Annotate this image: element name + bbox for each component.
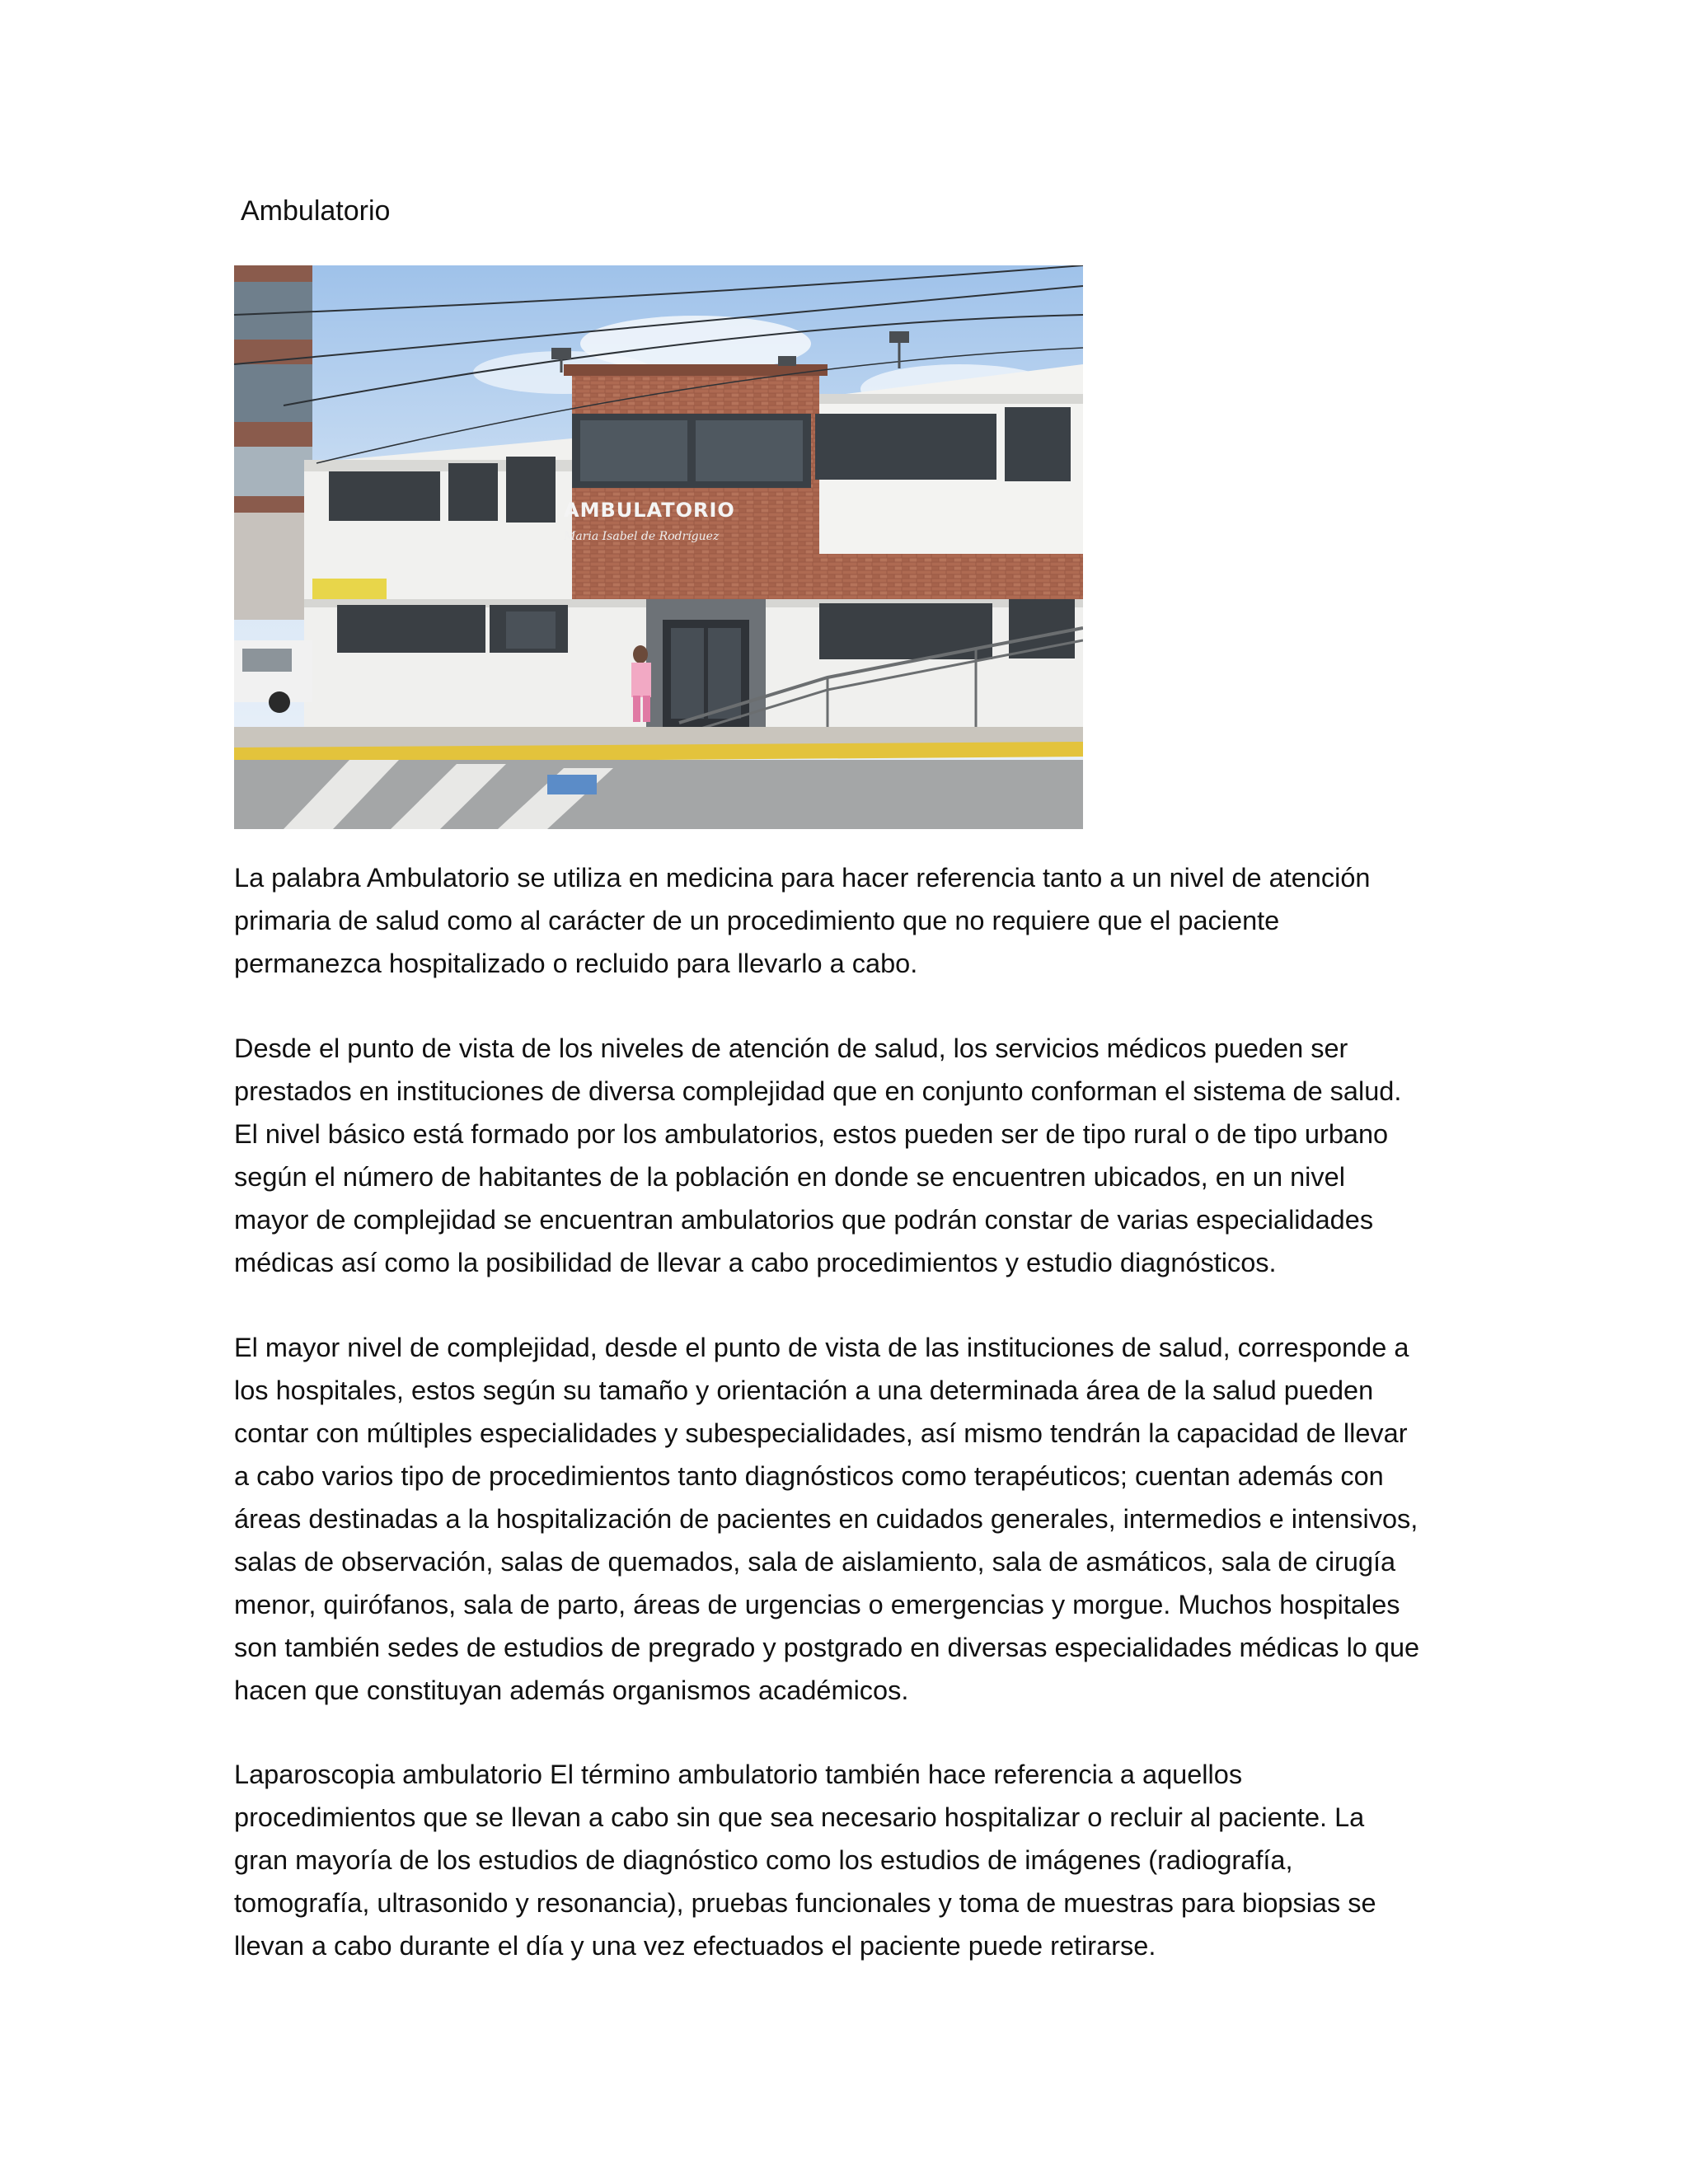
paragraph-line: menor, quirófanos, sala de parto, áreas de urgencias o emergencias y morgue. Muchos hospitales [234, 1590, 1400, 1619]
ambulatorio-building-photo [234, 265, 1083, 829]
paragraph-line: El nivel básico está formado por los ambulatorios, estos pueden ser de tipo rural o de tipo urbano [234, 1119, 1389, 1149]
paragraph-line: primaria de salud como al carácter de un procedimiento que no requiere que el paciente [234, 906, 1280, 935]
paragraph-4 [234, 1753, 1470, 1967]
paragraph-line: hacen que constituyan además organismos académicos. [234, 1675, 909, 1705]
paragraph-line: según el número de habitantes de la población en donde se encuentren ubicados, en un nivel [234, 1162, 1345, 1192]
paragraph-line: contar con múltiples especialidades y subespecialidades, así mismo tendrán la capacidad de llevar [234, 1418, 1408, 1448]
paragraph-line: prestados en instituciones de diversa complejidad que en conjunto conforman el sistema de salud. [234, 1076, 1402, 1106]
document-title: Ambulatorio [241, 195, 391, 227]
paragraph-line: llevan a cabo durante el día y una vez efectuados el paciente puede retirarse. [234, 1931, 1156, 1961]
paragraph-line: permanezca hospitalizado o recluido para llevarlo a cabo. [234, 949, 918, 978]
paragraph-line: gran mayoría de los estudios de diagnóstico como los estudios de imágenes (radiografía, [234, 1845, 1293, 1875]
building-sign-subtext: Maria Isabel de Rodríguez [564, 530, 720, 543]
paragraph-line: Desde el punto de vista de los niveles de atención de salud, los servicios médicos pueden ser [234, 1033, 1348, 1063]
paragraph-line: mayor de complejidad se encuentran ambulatorios que podrán constar de varias especialidades [234, 1205, 1374, 1235]
paragraph-line: a cabo varios tipo de procedimientos tanto diagnósticos como terapéuticos; cuentan además con [234, 1461, 1384, 1491]
paragraph-line: son también sedes de estudios de pregrado y postgrado en diversas especialidades médicas lo que [234, 1633, 1420, 1662]
paragraph-line: La palabra Ambulatorio se utiliza en medicina para hacer referencia tanto a un nivel de atención [234, 863, 1371, 893]
paragraph-line: tomografía, ultrasonido y resonancia), pruebas funcionales y toma de muestras para biopsias se [234, 1888, 1376, 1918]
paragraph-2 [234, 1027, 1470, 1284]
paragraph-line: Laparoscopia ambulatorio El término ambulatorio también hace referencia a aquellos [234, 1760, 1243, 1789]
paragraph-line: los hospitales, estos según su tamaño y orientación a una determinada área de la salud pueden [234, 1376, 1374, 1405]
paragraph-1 [234, 856, 1470, 985]
paragraph-line: médicas así como la posibilidad de llevar a cabo procedimientos y estudio diagnósticos. [234, 1248, 1277, 1277]
building-illustration [234, 265, 1083, 829]
paragraph-line: procedimientos que se llevan a cabo sin que sea necesario hospitalizar o recluir al paciente. La [234, 1802, 1365, 1832]
paragraph-line: áreas destinadas a la hospitalización de pacientes en cuidados generales, intermedios e intensivos, [234, 1504, 1418, 1534]
paragraph-line: salas de observación, salas de quemados, sala de aislamiento, sala de asmáticos, sala de cirugía [234, 1547, 1396, 1577]
paragraph-line: El mayor nivel de complejidad, desde el punto de vista de las instituciones de salud, corresponde a [234, 1333, 1409, 1362]
paragraph-3 [234, 1326, 1470, 1712]
building-sign-text: AMBULATORIO [564, 499, 735, 522]
